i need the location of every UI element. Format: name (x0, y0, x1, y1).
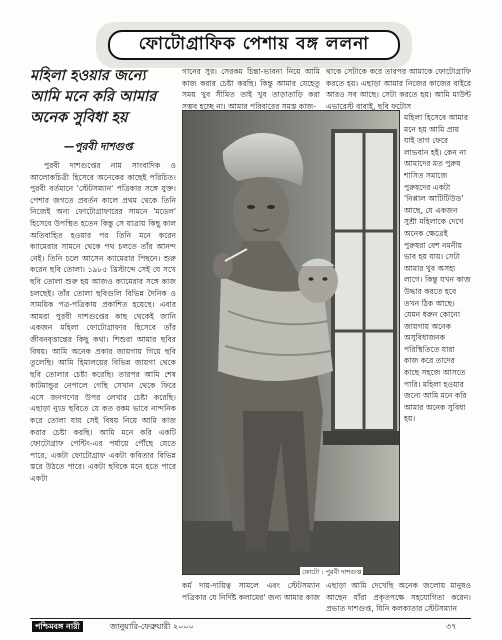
headline (30, 66, 170, 129)
headline-line-3: অনেক সুবিধা হয় (30, 110, 128, 126)
right-column-top-text: থাকে সেটাকে করে তারপর আমাকে ফোটোগ্রাফি করতে হয়। এছাড়া আমার নিজের কাজের বাইরে আরও সব আছে। সেটা করতে হয়। আমি মাউন্ট এভারেস্ট বাবাই, ছবি ফটোস (326, 67, 471, 110)
footer-divider (30, 618, 471, 619)
byline: —পুরবী দাশগুপ্ত (64, 141, 133, 153)
footer-page-number: ৩৭ (446, 622, 457, 631)
headline-line-2: আমি মনে করি আমার (30, 89, 157, 105)
photo-mother-and-child (182, 110, 400, 575)
right-column-wrap-text: মহিলা হিসেবে আমার মনে হয় আমি প্রায় যাই তাগ ফেরে লাভবান হই। কেন না আমাদের মত পুরুষ শাসিত সমাজে পুরুষদের একটা 'নিপ্পাল আটিটিউড' আছে, যে একজন সুশ্রী মহিলাকে দেখে অনেক ক্ষেত্রেই পুরুষরা বেশ নমনীয় ভাব হয় যায়। সেটা আমার খুব অসহ্য লাগে। কিন্তু যখন কাজ উদ্ধার করতে হবে তখন ঠিক আছে। যেমন ধরুন কোনো জায়গায় অনেক অসুবিধাজনক পরিস্থিতিতে যারা কাজ করে তাদের কাছে সহজে আসতে পারি। মহিলা হওয়ার জন্যে আমি মনে করি আমার অনেক সুবিধা হয়। (404, 113, 471, 424)
article-banner: ফোটোগ্রাফিক পেশায় বঙ্গ ললনা (108, 30, 400, 60)
footer-issue-date: জানুয়ারি-ফেব্রুয়ারী ২০০০ (110, 622, 194, 631)
mid-column-top-text: গানের সুর। সেরকম চিন্তা-ভাবনা নিয়ে আমি কাজ করার চেষ্টা করছি। কিন্তু আমার যেহেতু সময় খুব সীমিত তাই খুব তাড়াতাড়ি করা সম্ভব হচ্ছে না। আমার পরিবারের সমস্ত কাজ- (182, 67, 320, 110)
right-column-bottom-text: এছাড়া আমি দেখেছি অনেক জলোয় মানুষও আছেন যাঁরা প্রকৃতপক্ষে সহযোগিতা করেন। প্রভাত দাশগুপ্ত, যিনি কলকাতার স্টেটসম্যান (326, 581, 471, 614)
mid-column-bottom-text: কর্ম দায়-দায়িত্ব সামলে এবং স্টেটসম্যান পত্রিকার যে নির্দিষ্ট কলামের' জন্য আমার কাজ (182, 581, 320, 602)
left-column-text: পুরবী দাশগুপ্তের নাম সাংবাদিক ও আলোকচিত্রী হিসেবে অনেকের কাছেই পরিচিত। পুরবী বর্তমানে 'স্টেটসম্যান' পত্রিকার সঙ্গে যুক্ত। পেশার জগতে প্রবর্তন কালে প্রথম থেকে তিনি নিজেই অন্য ফোটোগ্রাফারের সামনে 'মডেল' হিসেবে উপস্থিত হতেন কিন্তু সে যাত্রায় কিছু কাল অতিবাহিত হওয়ার পর তিনি মনে করেন ক্যামেরার সামনে থেকে পথ চলতে তাঁর আনন্দ নেই। তিনি চলে আসেন ক্যামেরার পিছনে। শুরু করেন ছবি তোলা। ১৯৮৫ খ্রিস্টাব্দে সেই যে সখে ছবি তোলা শুরু হয় আজও ক্যামেরার সঙ্গে কাজ চলছেই। তাঁর তোলা ছবিগুলি বিভিন্ন দৈনিক ও সাময়িক পত্র-পত্রিকায় প্রকাশিত হয়েছে। এবার আমরা পুরবী দাশগুপ্তের কাছ থেকেই জানি একজন মহিলা ফোটোগ্রাফার হিসেবে তাঁর জীবনবৃত্তান্তের কিছু কথা। শিশুরা আমার ছবির বিষয়। আমি অনেক প্রকার জায়গায় গিয়ে ছবি তুলেছি। আমি হিমালয়ের বিভিন্ন জায়গা থেকে ছবি তোলার চেষ্টা করেছি। তারপর আমি শেষ কাটমান্ডুর নেপালে গেছি সেখান থেকে ফিরে এসে জনগণের উপর লেখার চেষ্টা করেছি। এছাড়া ন্যুড ছবিতে যে কত রকম ভাবে নান্দনিক করে তোলা যায় সেই বিষয় নিয়ে আমি কাজ করার চেষ্টা করছি। আমি মনে করি একটি ফোটোগ্রাফ পেন্টিং-এর পর্যায়ে পৌঁছে যেতে পারে, একটা ফোটোগ্রাফ একটা কবিতার বিভিন্ন স্তরে উঠতে পারে। একটা ছবিকে মনে হতে পারে একটা (30, 161, 176, 484)
photo-caption: ফোটো : পুরবী দাশগুপ্ত (302, 568, 362, 576)
footer-magazine-name: পশ্চিমবঙ্গ নারী (32, 621, 83, 632)
photo-illustration (183, 111, 400, 575)
headline-line-1: মহিলা হওয়ার জন্যে (30, 68, 146, 84)
